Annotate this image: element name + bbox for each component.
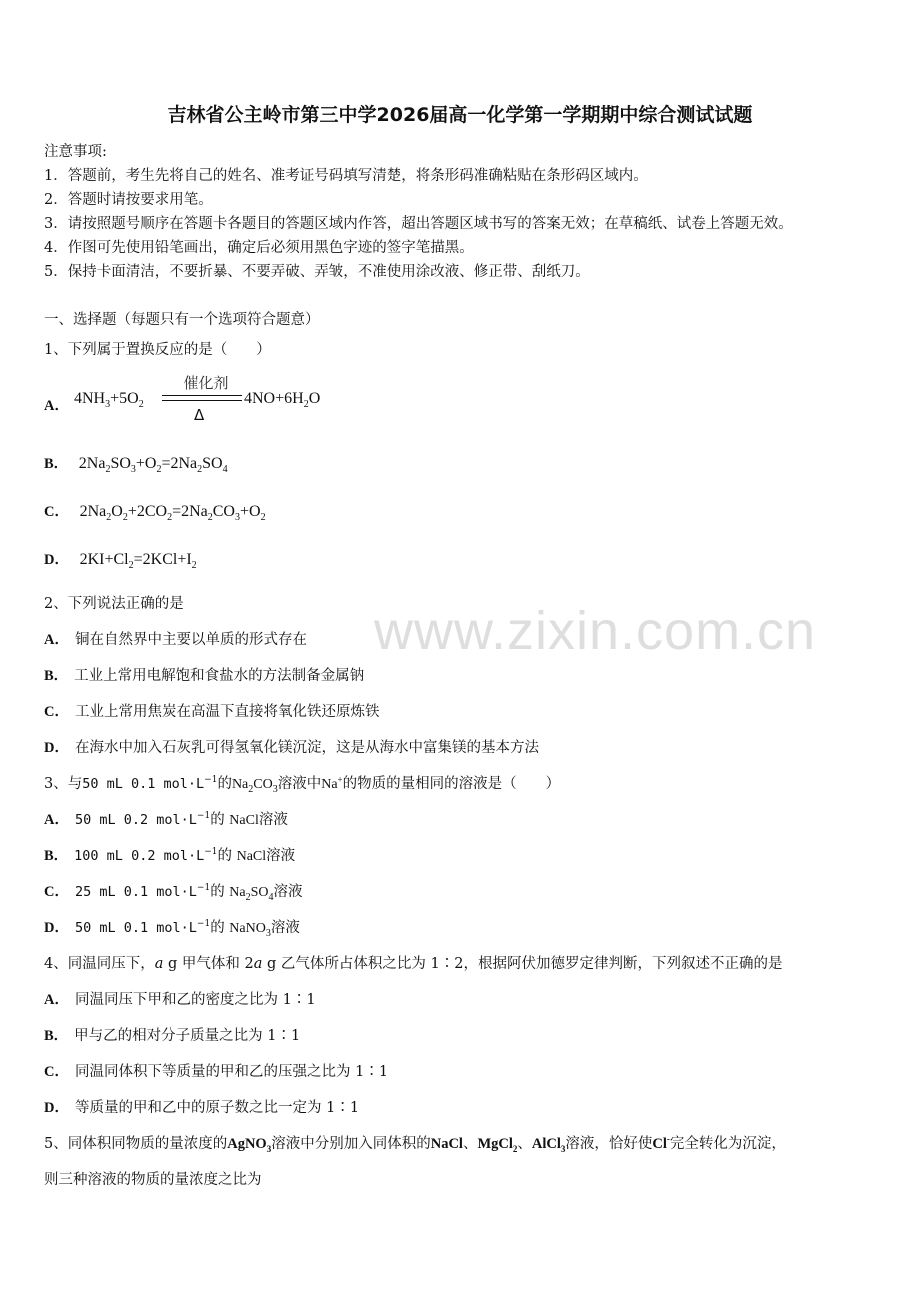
option-letter: A．: [44, 632, 69, 648]
option-text: 溶液: [270, 920, 300, 936]
formula-mgcl2: MgCl$_2$: [477, 1136, 518, 1154]
q3-option-d: D． 50 mL 0.1 $mol\cdot L^{-1}$的 NaNO$_3$溶液: [44, 919, 300, 939]
equation: $2Na_2SO_3+O_2=2Na_2SO_4$: [78, 455, 228, 476]
notice-heading: 注意事项:: [44, 144, 107, 160]
stem-text: 完全转化为沉淀，: [669, 1136, 786, 1152]
option-amount: 25 mL 0.1 mol·L: [74, 884, 197, 900]
separator: 、: [517, 1136, 532, 1152]
option-text: 工业上常用电解饱和食盐水的方法制备金属钠: [74, 668, 365, 684]
option-letter: C．: [44, 884, 69, 900]
option-letter: A．: [44, 812, 69, 828]
equation: $2KI+Cl_2=2KCl+I_2$: [79, 551, 197, 572]
reaction-equals-sign: [162, 395, 242, 401]
option-letter: C．: [44, 1064, 69, 1080]
option-letter: D．: [44, 552, 69, 568]
option-text: 溶液: [258, 812, 288, 828]
notice-item: 3．请按照题号顺序在答题卡各题目的答题区域内作答，超出答题区域书写的答案无效；在草稿纸、试卷上答题无效。: [44, 216, 793, 232]
variable-a: a: [154, 956, 164, 972]
equation: $2Na_2O_2+2CO_2=2Na_2CO_3+O_2$: [79, 503, 266, 524]
option-letter: D．: [44, 1100, 69, 1116]
q4-option-c: [44, 1060, 388, 1081]
q3-stem: 3、与50 mL 0.1 $mol\cdot L^{-1}$的$Na_2CO_3$溶液中Na+的物质的量相同的溶液是（ ）: [44, 774, 561, 795]
option-text: 同温同压下甲和乙的密度之比为 1∶1: [74, 992, 316, 1008]
option-text: 铜在自然界中主要以单质的形式存在: [74, 632, 307, 648]
q5-stem: [44, 1132, 786, 1154]
notice-item: 2．答题时请按要求用笔。: [44, 192, 213, 208]
separator: 、: [462, 1136, 478, 1152]
q4-option-b: [44, 1024, 300, 1045]
stem-amount: 50 mL 0.1 mol·L: [82, 776, 205, 792]
option-text: 的: [210, 812, 225, 828]
solute-formula: $Na_2SO_4$: [229, 885, 274, 903]
option-text: 溶液: [273, 884, 303, 900]
equation-lhs: $4NH_3+5O_2$: [74, 390, 144, 411]
formula-agno3: AgNO$_3$: [227, 1136, 272, 1154]
formula-nacl: NaCl: [430, 1136, 463, 1152]
q1-option-a: [44, 372, 364, 430]
stem-text: 5、同体积同物质的量浓度的: [44, 1136, 228, 1152]
q4-option-d: [44, 1096, 359, 1117]
option-amount: 50 mL 0.2 mol·L: [74, 812, 197, 828]
stem-text: 溶液中: [277, 776, 322, 792]
heat-symbol: Δ: [194, 406, 205, 424]
notice-item: 4．作图可先使用铅笔画出，确定后必须用黑色字迹的签字笔描黑。: [44, 240, 474, 256]
q1-option-d: [44, 548, 197, 571]
q1-option-c: [44, 500, 266, 523]
stem-text: 4、同温同压下，: [44, 956, 155, 972]
option-text: 溶液: [266, 848, 296, 864]
option-text: 工业上常用焦炭在高温下直接将氧化铁还原炼铁: [74, 704, 380, 720]
q5-stem-line2: 则三种溶液的物质的量浓度之比为: [44, 1172, 262, 1188]
option-text: 在海水中加入石灰乳可得氢氧化镁沉淀，这是从海水中富集镁的基本方法: [74, 740, 539, 756]
option-letter: B．: [44, 668, 69, 684]
q3-option-a: A． 50 mL 0.2 $mol\cdot L^{-1}$的 NaCl溶液: [44, 811, 288, 828]
option-text: 同温同体积下等质量的甲和乙的压强之比为 1∶1: [74, 1064, 389, 1080]
q1-option-b: [44, 452, 228, 475]
stem-text: 3、与: [44, 776, 83, 792]
variable-a: a: [253, 956, 263, 972]
stem-text: g 乙气体所占体积之比为 1∶2，根据阿伏加德罗定律判断，下列叙述不正确的是: [267, 956, 783, 972]
stem-text: 溶液中分别加入同体积的: [271, 1136, 431, 1152]
notice-item: 1．答题前，考生先将自己的姓名、准考证号码填写清楚，将条形码准确粘贴在条形码区域内。: [44, 168, 648, 184]
stem-text: 溶液，恰好使: [565, 1136, 653, 1152]
q2-option-b: [44, 664, 364, 685]
option-letter: C．: [44, 504, 69, 520]
q2-option-a: [44, 628, 307, 649]
notice-item: 5．保持卡面清洁，不要折暴、不要弄破、弄皱，不准使用涂改液、修正带、刮纸刀。: [44, 264, 590, 280]
q3-option-c: C． 25 mL 0.1 $mol\cdot L^{-1}$的 $Na_2SO_4$溶液: [44, 883, 303, 903]
formula-alcl3: AlCl$_3$: [531, 1136, 566, 1154]
q2-option-c: [44, 700, 379, 721]
option-text: 的: [210, 920, 225, 936]
q3-option-b: B． 100 mL 0.2 $mol\cdot L^{-1}$的 NaCl溶液: [44, 847, 296, 864]
option-text: 甲与乙的相对分子质量之比为 1∶1: [74, 1028, 301, 1044]
option-letter: A．: [44, 992, 69, 1008]
solute-formula: NaCl: [236, 849, 267, 864]
stem-text: 的: [217, 776, 232, 792]
equation-rhs: $4NO+6H_2O$: [244, 390, 321, 411]
q2-stem: 2、下列说法正确的是: [44, 596, 184, 612]
stem-text: g 甲气体和 2: [168, 956, 254, 972]
q1-stem: 1、下列属于置换反应的是（ ）: [44, 342, 271, 358]
option-letter: B．: [44, 456, 69, 472]
option-letter: C．: [44, 704, 69, 720]
solute-formula: NaCl: [229, 813, 259, 828]
q4-option-a: [44, 988, 316, 1009]
q4-stem: [44, 952, 782, 973]
stem-text: 的物质的量相同的溶液是（ ）: [342, 776, 561, 792]
option-text: 的: [210, 884, 225, 900]
q2-option-d: [44, 736, 539, 757]
solute-formula: NaNO$_3$: [229, 921, 271, 939]
option-text: 等质量的甲和乙中的原子数之比一定为 1∶1: [74, 1100, 360, 1116]
option-letter: A．: [44, 398, 69, 414]
option-letter: D．: [44, 740, 69, 756]
option-amount: 50 mL 0.1 mol·L: [74, 920, 197, 936]
option-letter: B．: [44, 1028, 69, 1044]
watermark: www.zixin.com.cn: [374, 601, 817, 661]
option-text: 的: [217, 848, 232, 864]
page-title: 吉林省公主岭市第三中学2026届高一化学第一学期期中综合测试试题: [167, 104, 753, 126]
section-heading: 一、选择题（每题只有一个选项符合题意）: [44, 312, 320, 328]
option-amount: 100 mL 0.2 mol·L: [74, 848, 205, 864]
formula-cl-ion: Cl-: [652, 1134, 670, 1152]
option-letter: D．: [44, 920, 69, 936]
catalyst-label: 催化剂: [183, 374, 229, 392]
option-letter: B．: [44, 848, 69, 864]
